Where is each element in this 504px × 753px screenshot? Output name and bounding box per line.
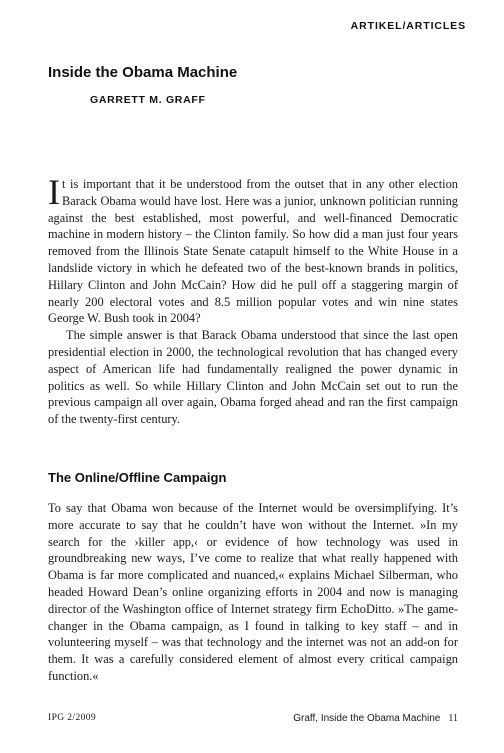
page-number: 11 [448,713,458,724]
intro-paragraph-2: The simple answer is that Barack Obama understood that since the last open presidential election in 2000, the technological revolution that has changed every aspect of American life had fundamentally realigned the power dynamic in politics as well. So while Hillary Clinton and John McCain set out to run the previous campaign all over again, Obama forged ahead and ran the first campaign of the twenty-first century. [48,328,458,427]
intro-paragraph-1-text: t is important that it be understood from the outset that in any other election Barack Obama would have lost. Here was a junior, unknown politician running against the best established, most powerful, and well-financed Democratic machine in modern history – the Clinton family. So how did a man just four years removed from the Illinois State Senate catapult himself to the White House in a landslide victory in which he defeated two of the best-known brands in politics, Hillary Clinton and John McCain? How did he pull off a staggering margin of nearly 200 electoral votes and 8.5 million popular votes and win nine states George W. Bush took in 2004? [48,177,458,326]
footer-running-head [293,713,458,724]
footer-running-title: Graff, Inside the Obama Machine [293,713,441,724]
section-paragraph-1: To say that Obama won because of the Internet would be oversimplifying. It’s more accurate to say that he couldn’t have won without the Internet. »In my search for the ›killer app,‹ or evidence of how technology was used in groundbreaking new ways, I’ve come to realize that what really happened with Obama is far more complicated and nuanced,« explains Michael Silberman, who headed Howard Dean’s online organizing efforts in 2004 and now is managing director of the Washington office of Internet strategy firm EchoDitto. »The game-changer in the Obama campaign, as I found in talking to key staff – and in volunteering myself – was that technology and the internet was not an add-on for them. It was a carefully considered element of almost every critical campaign function.« [48,501,458,683]
section-text [48,500,458,685]
footer-issue: IPG 2/2009 [48,713,97,723]
intro-paragraph-1 [48,172,458,327]
page-footer [48,713,458,727]
article-author: GARRETT M. GRAFF [90,94,206,106]
drop-cap: I [48,172,60,212]
section-label: ARTIKEL/ARTICLES [350,20,466,32]
section-heading: The Online/Offline Campaign [48,470,227,485]
article-title: Inside the Obama Machine [48,64,238,81]
intro-text [48,172,458,428]
